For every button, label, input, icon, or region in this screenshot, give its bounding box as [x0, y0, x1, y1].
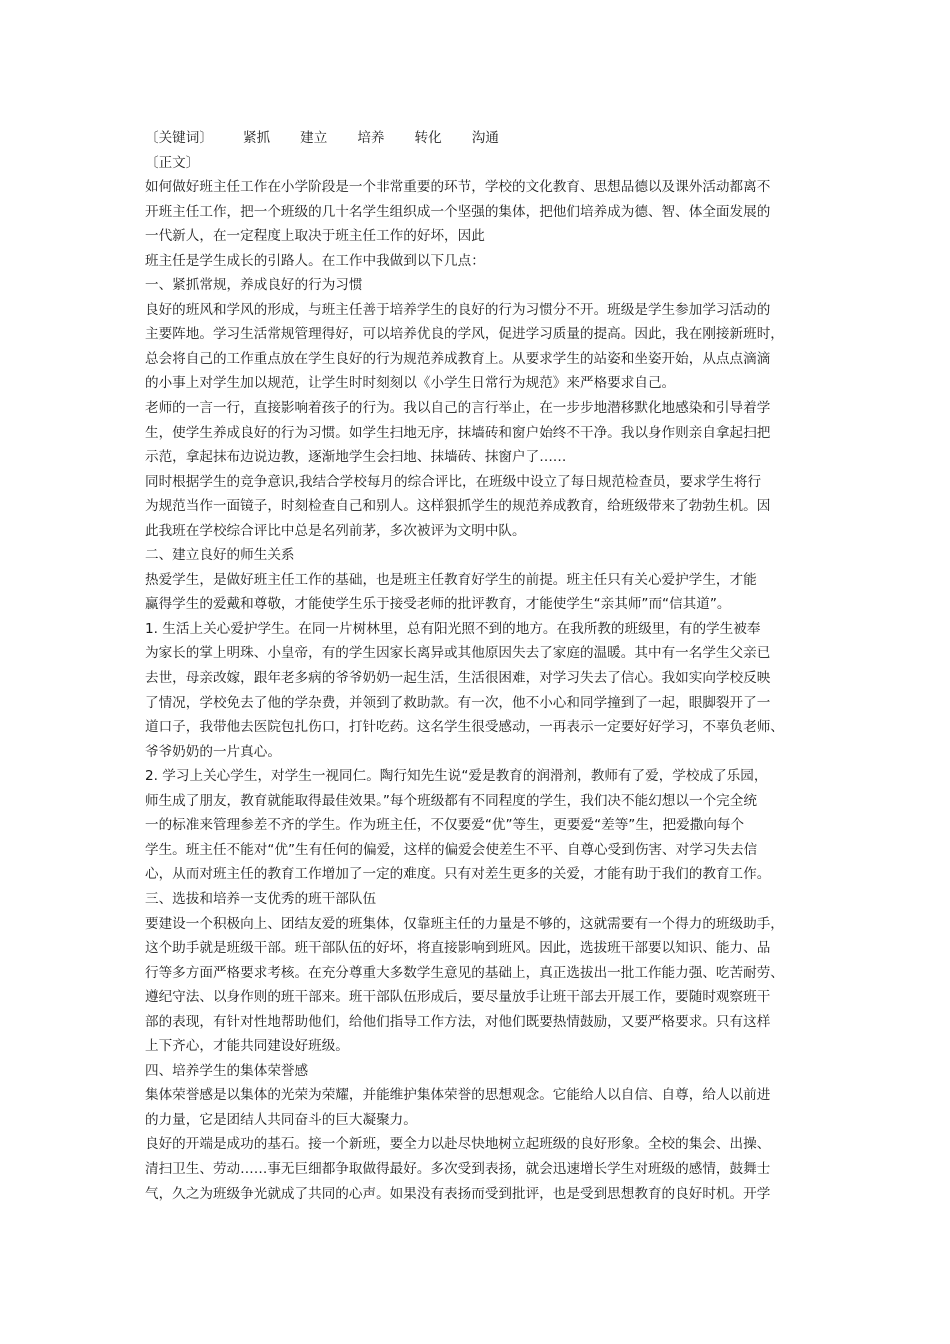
text-line: 示范，拿起抹布边说边教，逐渐地学生会扫地、抹墙砖、抹窗户了…… — [145, 449, 567, 466]
text-line: 了情况，学校免去了他的学杂费，并领到了救助款。有一次，他不小心和同学撞到了一起，眼脚裂开了一 — [145, 694, 771, 711]
text-line: 上下齐心，才能共同建设好班级。 — [145, 1038, 349, 1055]
text-line: 集体荣誉感是以集体的光荣为荣耀，并能维护集体荣誉的思想观念。它能给人以自信、自尊，给人以前进 — [145, 1087, 771, 1104]
text-line: 同时根据学生的竞争意识,我结合学校每月的综合评比，在班级中设立了每日规范检查员，要求学生将行 — [145, 473, 762, 490]
text-line: 爷爷奶奶的一片真心。 — [145, 743, 281, 760]
text-line: 此我班在学校综合评比中总是名列前茅，多次被评为文明中队。 — [145, 522, 526, 539]
text-line: 赢得学生的爱戴和尊敬，才能使学生乐于接受老师的批评教育，才能使学生“亲其师”而“信其道”。 — [145, 596, 731, 613]
text-line: 良好的开端是成功的基石。接一个新班，要全力以赴尽快地树立起班级的良好形象。全校的集会、出操、 — [145, 1136, 771, 1153]
keyword-3: 培养 — [357, 130, 385, 146]
text-line: 1. 生活上关心爱护学生。在同一片树林里，总有阳光照不到的地方。在我所教的班级里，有的学生被奉 — [145, 620, 761, 637]
text-line: 二、建立良好的师生关系 — [145, 547, 295, 564]
keyword-2: 建立 — [300, 130, 328, 146]
text-line: 总会将自己的工作重点放在学生良好的行为规范养成教育上。从要求学生的站姿和坐姿开始，从点点滴滴 — [145, 350, 771, 367]
text-line: 热爱学生，是做好班主任工作的基础，也是班主任教育好学生的前提。班主任只有关心爱护学生，才能 — [145, 571, 757, 588]
text-line: 师生成了朋友，教育就能取得最佳效果。”每个班级都有不同程度的学生，我们决不能幻想以一个完全统 — [145, 792, 757, 809]
text-line: 一代新人，在一定程度上取决于班主任工作的好坏，因此 — [145, 228, 485, 245]
text-line: 道口子，我带他去医院包扎伤口，打针吃药。这名学生很受感动，一再表示一定要好好学习，不辜负老师、 — [145, 719, 784, 736]
text-line: 学生。班主任不能对“优”生有任何的偏爱，这样的偏爱会使差生不平、自尊心受到伤害、对学习失去信 — [145, 841, 758, 858]
text-line: 三、选拔和培养一支优秀的班干部队伍 — [145, 890, 377, 907]
text-line: 去世，母亲改嫁，跟年老多病的爷爷奶奶一起生活，生活很困难，对学习失去了信心。我如实向学校反映 — [145, 670, 771, 687]
text-line: 行等多方面严格要求考核。在充分尊重大多数学生意见的基础上，真正选拔出一批工作能力强、吃苦耐劳、 — [145, 964, 784, 981]
document-page — [145, 126, 815, 1206]
keywords-line — [145, 126, 815, 151]
text-line: 为家长的掌上明珠、小皇帝，有的学生因家长离异或其他原因失去了家庭的温暖。其中有一名学生父亲已 — [145, 645, 771, 662]
keyword-4: 转化 — [414, 130, 442, 146]
text-line: 老师的一言一行，直接影响着孩子的行为。我以自己的言行举止，在一步步地潜移默化地感染和引导着学 — [145, 400, 771, 417]
text-line: 的力量，它是团结人共同奋斗的巨大凝聚力。 — [145, 1111, 417, 1128]
text-line: 为规范当作一面镜子，时刻检查自己和别人。这样狠抓学生的规范养成教育，给班级带来了勃勃生机。因 — [145, 498, 771, 515]
text-line: 心，从而对班主任的教育工作增加了一定的难度。只有对差生更多的关爱，才能有助于我们的教育工作。 — [145, 866, 771, 883]
keyword-5: 沟通 — [471, 130, 499, 146]
text-line: 如何做好班主任工作在小学阶段是一个非常重要的环节，学校的文化教育、思想品德以及课外活动都离不 — [145, 179, 771, 196]
text-line: 一、紧抓常规，养成良好的行为习惯 — [145, 277, 363, 294]
text-line: 遵纪守法、以身作则的班干部来。班干部队伍形成后，要尽量放手让班干部去开展工作，要随时观察班干 — [145, 989, 771, 1006]
text-line: 班主任是学生成长的引路人。在工作中我做到以下几点： — [145, 252, 485, 269]
text-line: 这个助手就是班级干部。班干部队伍的好坏，将直接影响到班风。因此，选拔班干部要以知识、能力、品 — [145, 940, 771, 957]
text-line: 清扫卫生、劳动……事无巨细都争取做得最好。多次受到表扬，就会迅速增长学生对班级的感情，鼓舞士 — [145, 1160, 771, 1177]
document-body — [145, 151, 815, 1207]
text-line: 生，使学生养成良好的行为习惯。如学生扫地无序，抹墙砖和窗户始终不干净。我以身作则亲自拿起扫把 — [145, 424, 771, 441]
text-line: 部的表现，有针对性地帮助他们，给他们指导工作方法，对他们既要热情鼓励，又要严格要求。只有这样 — [145, 1013, 771, 1030]
text-line: 主要阵地。学习生活常规管理得好，可以培养优良的学风，促进学习质量的提高。因此，我在刚接新班时， — [145, 326, 784, 343]
keyword-1: 紧抓 — [242, 130, 271, 146]
text-line: 气，久之为班级争光就成了共同的心声。如果没有表扬而受到批评，也是受到思想教育的良好时机。开学 — [145, 1185, 771, 1202]
text-line: 2. 学习上关心学生，对学生一视同仁。陶行知先生说“爱是教育的润滑剂，教师有了爱，学校成了乐园， — [145, 768, 768, 785]
text-line: 〔正文〕 — [145, 154, 200, 171]
keywords-label: 〔关键词〕 — [145, 130, 213, 146]
text-line: 四、培养学生的集体荣誉感 — [145, 1062, 309, 1079]
text-line: 良好的班风和学风的形成，与班主任善于培养学生的良好的行为习惯分不开。班级是学生参加学习活动的 — [145, 301, 771, 318]
text-line: 开班主任工作，把一个班级的几十名学生组织成一个坚强的集体，把他们培养成为德、智、体全面发展的 — [145, 203, 771, 220]
text-line: 要建设一个积极向上、团结友爱的班集体，仅靠班主任的力量是不够的，这就需要有一个得力的班级助手， — [145, 915, 784, 932]
text-line: 一的标准来管理参差不齐的学生。作为班主任，不仅要爱“优”等生，更要爱“差等”生，把爱撒向每个 — [145, 817, 745, 834]
text-line: 的小事上对学生加以规范，让学生时时刻刻以《小学生日常行为规范》来严格要求自己。 — [145, 375, 676, 392]
